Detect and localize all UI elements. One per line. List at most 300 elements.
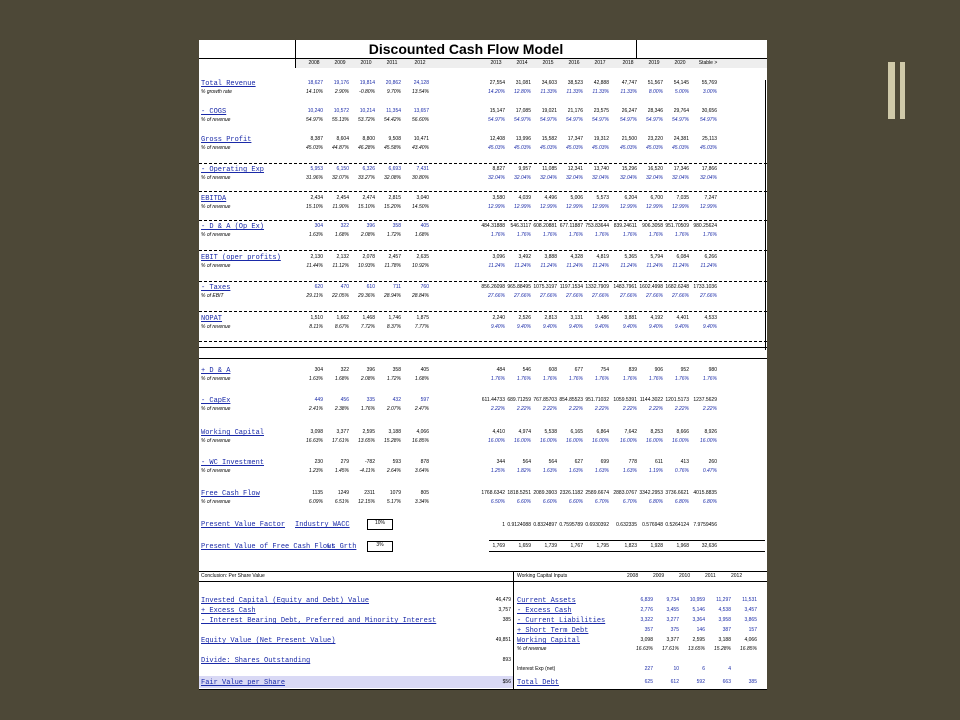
wc-label: - Current Liabilities	[517, 617, 606, 625]
row-value: 8,827	[492, 166, 505, 172]
row-value: 620	[314, 284, 323, 290]
row-pct: 1.76%	[568, 232, 583, 238]
row-value: 1768.6342	[481, 490, 505, 496]
row-pct: 8.11%	[309, 324, 323, 330]
pv-factor-label: Present Value Factor	[201, 521, 286, 529]
row-pct: 8.37%	[386, 324, 401, 330]
row-value: 564	[548, 459, 557, 465]
row-pct: 32.04%	[514, 175, 531, 181]
row-value: 396	[366, 367, 375, 373]
row-pct: 9.40%	[702, 324, 717, 330]
row-value: 6,204	[624, 195, 637, 201]
row-value: 19,176	[333, 80, 349, 86]
wc-value: 11,531	[742, 597, 757, 603]
row-value: 51,567	[647, 80, 663, 86]
row-pct: 12.99%	[514, 204, 531, 210]
row-value: 432	[392, 397, 401, 403]
row-value: 13,657	[413, 108, 429, 114]
row-value: 677	[574, 367, 583, 373]
row-value: 484.31888	[481, 223, 505, 229]
row-value: 951.71032	[585, 397, 609, 403]
growth-box: 3%	[367, 541, 393, 552]
row-value: 413	[680, 459, 689, 465]
conclusion-label: Equity Value (Net Present Value)	[201, 637, 336, 645]
row-pct: 54.97%	[488, 117, 505, 123]
row-pct: 1.72%	[386, 232, 401, 238]
row-value: 699	[600, 459, 609, 465]
row-pct: 45.03%	[540, 145, 557, 151]
row-pct: 1.76%	[674, 376, 689, 382]
row-label: Gross Profit	[201, 136, 252, 144]
row-pct: 44.87%	[332, 145, 349, 151]
row-value: 1059.5391	[613, 397, 637, 403]
row-pct: 12.15%	[358, 499, 375, 505]
row-value: 405	[420, 223, 429, 229]
row-pct: 32.04%	[700, 175, 717, 181]
row-pct: 32.07%	[332, 175, 349, 181]
row-value: 611	[655, 459, 663, 465]
row-value: 4,496	[544, 195, 557, 201]
row-pct: 1.63%	[622, 468, 637, 474]
row-pct: 1.72%	[386, 376, 401, 382]
year-header: 2009	[334, 60, 346, 66]
row-sublabel: % of revenue	[201, 204, 231, 210]
wc-year: 2008	[627, 573, 639, 579]
row-pct: 5.00%	[674, 89, 689, 95]
row-value: 593	[392, 459, 401, 465]
row-pct: 32.04%	[488, 175, 505, 181]
row-label: - COGS	[201, 108, 227, 116]
row-pct: 14.20%	[488, 89, 505, 95]
row-pct: 45.03%	[488, 145, 505, 151]
row-pct: 11.44%	[306, 263, 323, 269]
wc-value: 592	[696, 679, 705, 685]
conclusion-value: 3,757	[498, 607, 511, 613]
row-pct: 16.00%	[672, 438, 689, 444]
row-pct: 9.40%	[674, 324, 689, 330]
wc-value: 10,959	[689, 597, 705, 603]
row-pct: 9.40%	[516, 324, 531, 330]
row-value: 8,604	[336, 136, 349, 142]
row-label: Working Capital	[201, 429, 265, 437]
row-value: 12,341	[567, 166, 583, 172]
row-value: 1,468	[362, 315, 375, 321]
row-value: 6,693	[388, 166, 401, 172]
wc-value: 6	[702, 666, 705, 672]
row-value: 7,431	[416, 166, 429, 172]
row-pct: 54.97%	[540, 117, 557, 123]
row-pct: 1.76%	[542, 376, 557, 382]
row-value: 711	[393, 284, 401, 290]
row-value: 5,365	[624, 254, 637, 260]
row-pct: 27.66%	[540, 293, 557, 299]
row-value: 6,326	[362, 166, 375, 172]
slide-deco-inner	[905, 62, 960, 119]
row-value: 3,492	[518, 254, 531, 260]
row-pct: 45.03%	[306, 145, 323, 151]
row-pct: 27.66%	[592, 293, 609, 299]
row-value: 2,813	[544, 315, 557, 321]
row-pct: 1.68%	[414, 232, 429, 238]
row-value: 6,150	[336, 166, 349, 172]
row-label: + D & A	[201, 367, 231, 375]
pv-fcf-value: 32,636	[701, 543, 717, 549]
wc-value: 3,322	[640, 617, 653, 623]
wc-value: 385	[748, 679, 757, 685]
row-pct: 11.24%	[620, 263, 637, 269]
row-value: 980	[708, 367, 717, 373]
wc-year: 2012	[731, 573, 743, 579]
conclusion-label: - Interest Bearing Debt, Preferred and Minority Interest	[201, 617, 437, 625]
row-pct: 32.04%	[672, 175, 689, 181]
conclusion-value: 49,851	[495, 637, 511, 643]
year-header: 2011	[386, 60, 398, 66]
row-value: 358	[392, 223, 401, 229]
row-pct: 11.33%	[540, 89, 557, 95]
row-label: - Taxes	[201, 284, 231, 292]
row-sublabel: % of revenue	[201, 468, 231, 474]
row-value: 396	[366, 223, 375, 229]
wc-value: 3,457	[744, 607, 757, 613]
row-pct: 1.68%	[414, 376, 429, 382]
row-pct: 6.09%	[308, 499, 323, 505]
row-value: 358	[392, 367, 401, 373]
row-value: 1682.6248	[665, 284, 689, 290]
row-pct: 1.76%	[490, 232, 505, 238]
row-value: 11,354	[386, 108, 401, 114]
row-pct: 6.70%	[594, 499, 609, 505]
pv-fcf-value: 1,928	[650, 543, 663, 549]
wc-value: 227	[644, 666, 653, 672]
row-value: 2,595	[362, 429, 375, 435]
year-header: 2015	[542, 60, 554, 66]
row-pct: 12.99%	[592, 204, 609, 210]
row-value: 11,085	[542, 166, 557, 172]
row-pct: 22.05%	[332, 293, 349, 299]
row-value: 6,266	[704, 254, 717, 260]
row-value: 760	[420, 284, 429, 290]
row-pct: 56.60%	[412, 117, 429, 123]
row-value: 8,253	[650, 429, 663, 435]
row-pct: 7.77%	[414, 324, 429, 330]
row-pct: 45.03%	[646, 145, 663, 151]
row-value: 4,974	[518, 429, 531, 435]
row-value: 878	[420, 459, 429, 465]
row-pct: 54.97%	[306, 117, 323, 123]
row-pct: 6.80%	[648, 499, 663, 505]
row-value: 10,572	[333, 108, 349, 114]
row-pct: 11.24%	[646, 263, 663, 269]
row-pct: 33.27%	[358, 175, 375, 181]
row-value: 322	[340, 223, 349, 229]
row-pct: 2.22%	[648, 406, 663, 412]
row-value: 15,582	[541, 136, 557, 142]
row-pct: 27.66%	[700, 293, 717, 299]
wc-value: 357	[644, 627, 653, 633]
row-value: 10,471	[413, 136, 429, 142]
year-header: 2014	[516, 60, 528, 66]
row-pct: 14.50%	[412, 204, 429, 210]
row-pct: 11.24%	[592, 263, 609, 269]
row-value: 1733.1036	[693, 284, 717, 290]
row-value: 1249	[337, 490, 349, 496]
bottom-top-line	[199, 571, 767, 572]
row-value: 1,875	[416, 315, 429, 321]
row-pct: 1.63%	[308, 232, 323, 238]
conclusion-value: 46,479	[495, 597, 511, 603]
row-pct: 12.99%	[672, 204, 689, 210]
row-value: 1483.7961	[613, 284, 637, 290]
dashed-separator	[199, 163, 767, 164]
row-pct: -4.11%	[359, 468, 375, 474]
conclusion-value: 893	[502, 657, 511, 663]
row-value: 23,575	[593, 108, 609, 114]
row-value: 2,078	[362, 254, 375, 260]
row-value: 677.11887	[559, 223, 583, 229]
wc-value: 3,455	[666, 607, 679, 613]
row-value: 17,346	[673, 166, 689, 172]
row-sublabel: % of revenue	[201, 438, 231, 444]
row-sublabel: % of revenue	[201, 117, 231, 123]
row-pct: 1.45%	[334, 468, 349, 474]
row-pct: 16.00%	[540, 438, 557, 444]
wc-value: 3,098	[640, 637, 653, 643]
row-pct: 1.76%	[622, 376, 637, 382]
row-value: 17,085	[515, 108, 531, 114]
row-value: 767.85703	[533, 397, 557, 403]
row-pct: 1.76%	[490, 376, 505, 382]
row-value: 608.20881	[533, 223, 557, 229]
row-value: 3,188	[388, 429, 401, 435]
row-pct: 16.85%	[412, 438, 429, 444]
row-pct: 29.36%	[358, 293, 375, 299]
pv-fcf-value: 1,968	[676, 543, 689, 549]
row-value: 8,926	[704, 429, 717, 435]
dashed-separator	[199, 250, 767, 251]
row-pct: 5.17%	[386, 499, 401, 505]
row-pct: 32.04%	[540, 175, 557, 181]
row-pct: 17.61%	[332, 438, 349, 444]
row-value: 30,656	[701, 108, 717, 114]
row-value: 10,214	[359, 108, 375, 114]
row-value: 19,021	[541, 108, 557, 114]
row-value: 9,957	[518, 166, 531, 172]
row-value: 456	[340, 397, 349, 403]
row-value: 3342.2953	[639, 490, 663, 496]
row-value: 906.3058	[642, 223, 663, 229]
row-value: 965.88495	[507, 284, 531, 290]
row-value: 230	[314, 459, 323, 465]
row-pct: 2.07%	[386, 406, 401, 412]
wc-value: 3,865	[744, 617, 757, 623]
wc-pct: 17.61%	[662, 646, 679, 652]
row-pct: 53.72%	[358, 117, 375, 123]
row-value: 2326.1182	[559, 490, 583, 496]
year-header: 2017	[594, 60, 606, 66]
row-value: 5,794	[650, 254, 663, 260]
wc-value: 3,958	[718, 617, 731, 623]
row-pct: 45.03%	[620, 145, 637, 151]
row-pct: 11.78%	[384, 263, 401, 269]
pv-fcf-value: 1,739	[544, 543, 557, 549]
row-value: 449	[314, 397, 323, 403]
row-pct: 27.66%	[514, 293, 531, 299]
year-header: 2010	[360, 60, 372, 66]
row-label: Free Cash Flow	[201, 490, 260, 498]
row-pct: 27.66%	[620, 293, 637, 299]
row-value: 980.25624	[693, 223, 717, 229]
row-value: 4,039	[518, 195, 531, 201]
row-value: 8,387	[310, 136, 323, 142]
wacc-box: 10%	[367, 519, 393, 530]
row-pct: 6.60%	[568, 499, 583, 505]
row-pct: 1.25%	[490, 468, 505, 474]
row-pct: 9.40%	[622, 324, 637, 330]
pv-factor-value: 7.9759456	[693, 522, 717, 528]
row-pct: 1.76%	[648, 232, 663, 238]
row-value: 47,747	[621, 80, 637, 86]
row-value: 2,474	[362, 195, 375, 201]
row-value: 3,040	[416, 195, 429, 201]
row-pct: 11.90%	[332, 204, 349, 210]
row-value: 564	[522, 459, 531, 465]
row-pct: 1.76%	[594, 232, 609, 238]
row-pct: 12.99%	[620, 204, 637, 210]
wc-value: 4	[728, 666, 731, 672]
pv-fcf-value: 1,823	[624, 543, 637, 549]
wc-value: 663	[722, 679, 731, 685]
row-pct: 32.04%	[566, 175, 583, 181]
row-label: - WC Investment	[201, 459, 265, 467]
row-pct: 45.03%	[566, 145, 583, 151]
row-pct: 2.38%	[334, 406, 349, 412]
row-value: 1,746	[388, 315, 401, 321]
row-pct: 27.66%	[672, 293, 689, 299]
row-pct: 16.00%	[620, 438, 637, 444]
row-value: 5,953	[310, 166, 323, 172]
row-value: 38,523	[567, 80, 583, 86]
row-value: 55,769	[701, 80, 717, 86]
wc-label: Current Assets	[517, 597, 576, 605]
row-value: 805	[420, 490, 429, 496]
row-pct: 1.76%	[622, 232, 637, 238]
row-value: 21,176	[567, 108, 583, 114]
row-pct: 6.60%	[542, 499, 557, 505]
pv-factor-value: 0.9124088	[507, 522, 531, 528]
wc-year: 2010	[679, 573, 691, 579]
row-value: 1602.4998	[639, 284, 663, 290]
wc-pct: 16.85%	[740, 646, 757, 652]
row-pct: 2.22%	[594, 406, 609, 412]
wc-label: + Short Term Debt	[517, 627, 589, 635]
wc-value: 11,297	[716, 597, 731, 603]
row-pct: 29.11%	[306, 293, 323, 299]
row-value: 4,410	[492, 429, 505, 435]
row-value: 3,486	[596, 315, 609, 321]
row-value: 2589.6674	[585, 490, 609, 496]
row-value: 546	[522, 367, 531, 373]
pv-factor-value: 0.6930392	[585, 522, 609, 528]
row-value: 15,296	[621, 166, 637, 172]
wc-label: - Excess Cash	[517, 607, 572, 615]
row-pct: 13.65%	[358, 438, 375, 444]
row-value: 627	[574, 459, 583, 465]
row-value: 610	[366, 284, 375, 290]
pv-factor-value: 0.8324897	[533, 522, 557, 528]
wc-value: 612	[670, 679, 679, 685]
pv-factor-mid: Industry WACC	[295, 521, 350, 529]
row-pct: 8.67%	[334, 324, 349, 330]
row-pct: 1.82%	[516, 468, 531, 474]
row-value: 611.44733	[481, 397, 505, 403]
row-value: 3,881	[624, 315, 637, 321]
row-value: 24,128	[413, 80, 429, 86]
row-value: 3,131	[570, 315, 583, 321]
row-pct: 31.96%	[306, 175, 323, 181]
row-value: 3,096	[492, 254, 505, 260]
row-pct: 45.03%	[700, 145, 717, 151]
row-pct: 0.47%	[702, 468, 717, 474]
row-pct: 54.97%	[566, 117, 583, 123]
wc-value: 4,538	[718, 607, 731, 613]
row-pct: 16.00%	[700, 438, 717, 444]
row-pct: 1.23%	[308, 468, 323, 474]
row-pct: 1.19%	[648, 468, 663, 474]
row-value: 754	[600, 367, 609, 373]
row-value: 279	[340, 459, 349, 465]
row-pct: 54.97%	[700, 117, 717, 123]
row-pct: 1.76%	[516, 232, 531, 238]
row-pct: 6.51%	[334, 499, 349, 505]
row-value: 2,454	[336, 195, 349, 201]
row-pct: 11.24%	[672, 263, 689, 269]
dashed-separator	[199, 281, 767, 282]
sheet-title: Discounted Cash Flow Model	[295, 40, 637, 58]
row-pct: 9.40%	[490, 324, 505, 330]
row-value: 546.3117	[510, 223, 531, 229]
row-pct: 54.97%	[514, 117, 531, 123]
row-pct: 12.80%	[514, 89, 531, 95]
row-value: 4,401	[676, 315, 689, 321]
wc-value: 625	[644, 679, 653, 685]
row-pct: 1.76%	[360, 406, 375, 412]
row-pct: 11.12%	[332, 263, 349, 269]
row-pct: 1.76%	[702, 376, 717, 382]
conclusion-label: Invested Capital (Equity and Debt) Value	[201, 597, 370, 605]
bottom-head-line	[199, 581, 767, 582]
row-value: 2089.3903	[533, 490, 557, 496]
row-pct: 1.76%	[674, 232, 689, 238]
conclusion-header: Conclusion: Per Share Value	[201, 573, 265, 579]
row-value: 13,740	[593, 166, 609, 172]
row-pct: 2.08%	[360, 376, 375, 382]
conclusion-value: $56	[502, 679, 511, 685]
row-value: 4,192	[650, 315, 663, 321]
wc-pct: 13.65%	[688, 646, 705, 652]
row-value: 6,084	[676, 254, 689, 260]
row-value: 3,377	[336, 429, 349, 435]
row-pct: 3.34%	[414, 499, 429, 505]
row-pct: 16.00%	[488, 438, 505, 444]
row-value: 2,526	[518, 315, 531, 321]
row-pct: 1.76%	[594, 376, 609, 382]
row-label: - Operating Exp	[201, 166, 265, 174]
row-value: 335	[366, 397, 375, 403]
pv-fcf-mid: Lt Grth	[327, 543, 357, 551]
row-value: 906	[654, 367, 663, 373]
row-value: 54,145	[673, 80, 689, 86]
row-pct: 6.50%	[490, 499, 505, 505]
